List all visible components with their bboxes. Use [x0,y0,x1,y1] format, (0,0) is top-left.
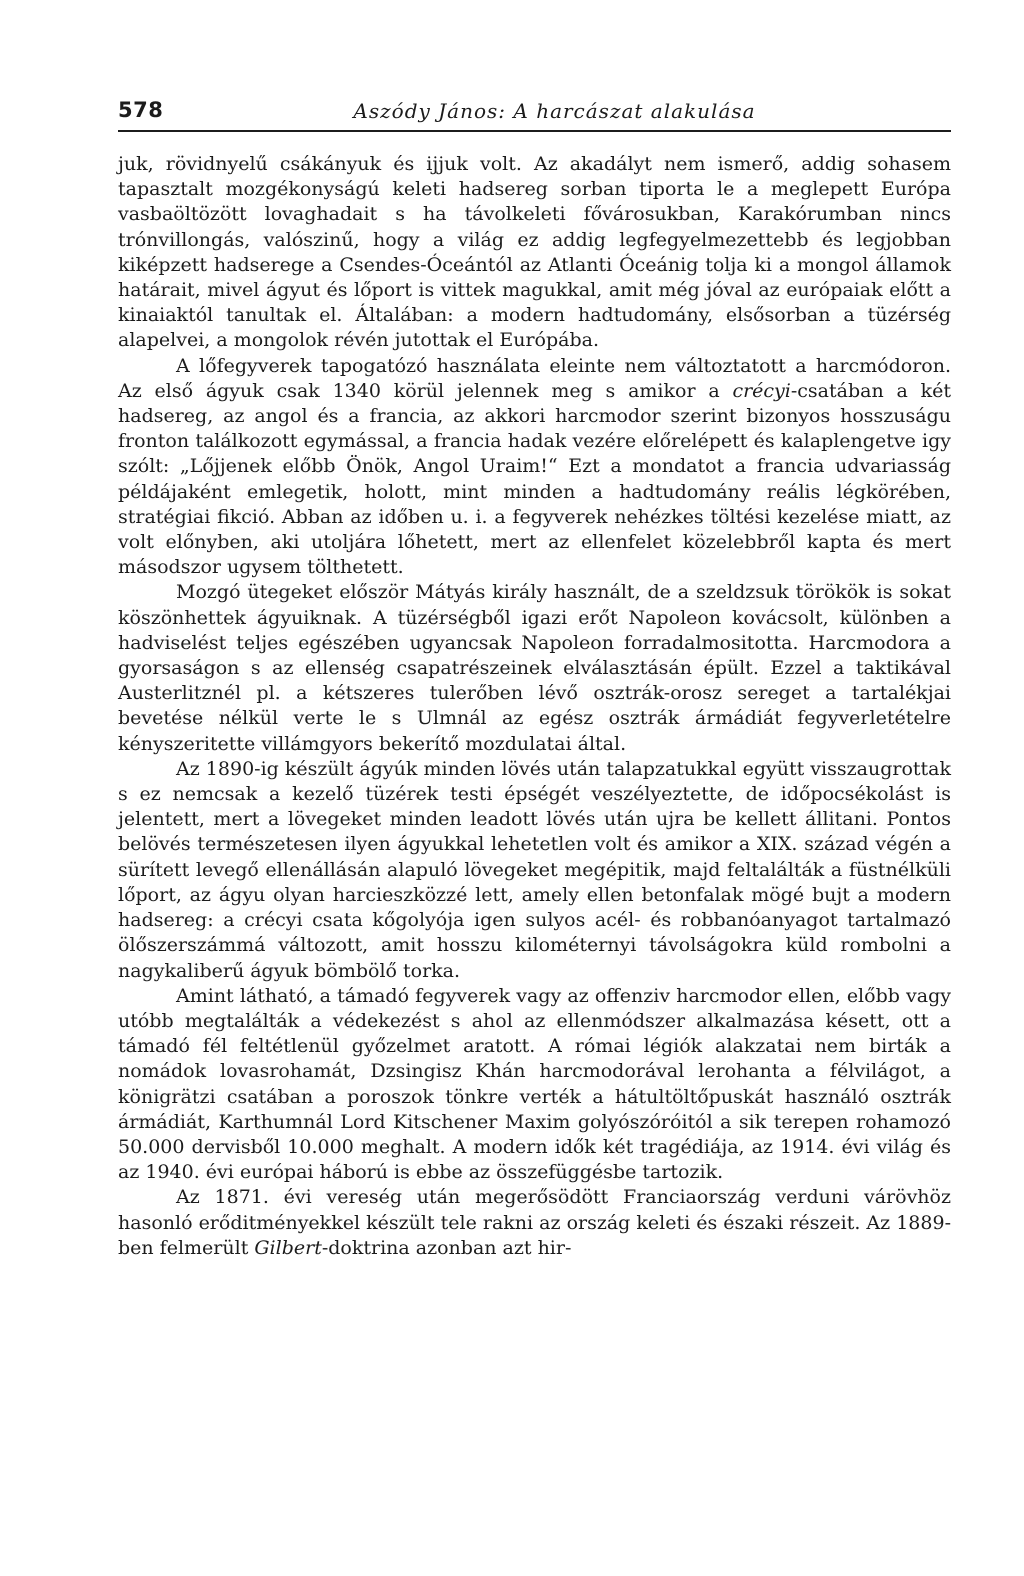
page-header [118,96,951,132]
paragraph-2-text-start: A lőfegyverek tapogatózó használata eleinte nem változtatott a harcmódoron. Az első ágyuk csak 1340 körül jelennek meg s amikor a [118,354,951,402]
paragraph-2 [118,354,951,581]
paragraph-6 [118,1185,951,1261]
italic-term-gilbert: Gilbert [254,1236,322,1259]
running-title: Aszódy János: A harcászat alakulása [353,99,756,123]
paragraph-5: Amint látható, a támadó fegyverek vagy az offenziv harcmodor ellen, előbb vagy utóbb megtalálták a védekezést s ahol az ellenmódszer alkalmazása késett, ott a támadó fél feltétlenül győzelmet aratott. A római légiók alakzatai nem birták a nomádok lovasrohamát, Dzsingisz Khán harcmodorával lerohanta a félvilágot, a königrätzi csatában a poroszok tönkre verték a hátultöltőpuskát használó osztrák ármádiát, Karthumnál Lord Kitschener Maxim golyószóróitól a sik terepen rohamozó 50.000 dervisből 10.000 meghalt. A modern idők két tragédiája, az 1914. évi világ és az 1940. évi európai háború is ebbe az összefüggésbe tartozik. [118,984,951,1184]
paragraph-6-text-end: -doktrina azonban azt hir- [321,1236,572,1259]
paragraph-1: juk, rövidnyelű csákányuk és ijjuk volt. Az akadályt nem ismerő, addig sohasem tapasztalt mozgékonyságú keleti hadsereg sorban tiporta le a meglepett Európa vasbaöltözött lovaghadait s ha távolkeleti fővárosukban, Karakórumban nincs trónvillongás, valószinű, hogy a világ ez addig legfegyelmezettebb és legjobban kiképzett hadserege a Csendes-Óceántól az Atlanti Óceánig tolja ki a mongol államok határait, mivel ágyut és lőport is vittek magukkal, amit még jóval az európaiak előtt a kinaiaktól tanultak el. Általában: a modern hadtudomány, elsősorban a tüzérség alapelvei, a mongolok révén jutottak el Európába. [118,153,951,352]
italic-term-crecyi: crécyi [732,379,791,402]
paragraph-4: Az 1890-ig készült ágyúk minden lövés után talapzatukkal együtt visszaugrottak s ez nemcsak a kezelő tüzérek testi épségét veszélyeztette, de időpocsékolást is jelentett, mert a lövegeket minden leadott lövés után ujra be kellett állitani. Pontos belövés természetesen ilyen ágyukkal lehetetlen volt és amikor a XIX. század végén a sürített levegő ellenállásán alapuló lövegeket megépitik, majd feltalálták a füstnélküli lőport, az ágyu olyan harcieszközzé lett, amely ellen betonfalak mögé bujt a modern hadsereg: a crécyi csata kőgolyója igen sulyos acél- és robbanóanyagot tartalmazó ölőszerszámmá változott, amit hosszu kilométernyi távolságokra küld rombolni a nagykaliberű ágyuk bömbölő torka. [118,757,951,982]
body-text [118,152,951,1261]
page-number: 578 [118,98,164,122]
paragraph-6-text-start: Az 1871. évi vereség után megerősödött Franciaország verduni várövhöz hasonló erőditményekkel készült tele rakni az ország keleti és északi részeit. Az 1889-ben felmerült [118,1186,951,1259]
paragraph-3: Mozgó ütegeket először Mátyás király használt, de a szeldzsuk törökök is sokat köszönhettek ágyuiknak. A tüzérségből igazi erőt Napoleon kovácsolt, különben a hadviselést teljes egészében ugyancsak Napoleon forradalmositotta. Harcmodora a gyorsaságon s az ellenség csapatrészeinek elválasztásán épült. Ezzel a taktikával Austerlitznél pl. a kétszeres tulerőben lévő osztrák-orosz sereget a tartalékjai bevetése nélkül verte le s Ulmnál az egész osztrák ármádiát fegyverletételre kényszeritette villámgyors bekerítő mozdulatai által. [118,581,951,755]
paragraph-2-text-end: -csatában a két hadsereg, az angol és a francia, az akkori harcmodor szerint bizonyos hosszuságu fronton találkozott egymással, a francia hadak vezére előrelépett és kalaplengetve igy szólt: „Lőjjenek előbb Önök, Angol Uraim!“ Ezt a mondatot a francia udvariasság példájaként emlegetik, holott, mint minden a hadtudomány reális légkörében, stratégiai fikció. Abban az időben u. i. a fegyverek nehézkes töltési kezelése miatt, az volt előnyben, aki utoljára lőhetett, mert az ellenfelet közelebbről kapta és mert másodszor ugysem tölthetett. [118,379,951,579]
